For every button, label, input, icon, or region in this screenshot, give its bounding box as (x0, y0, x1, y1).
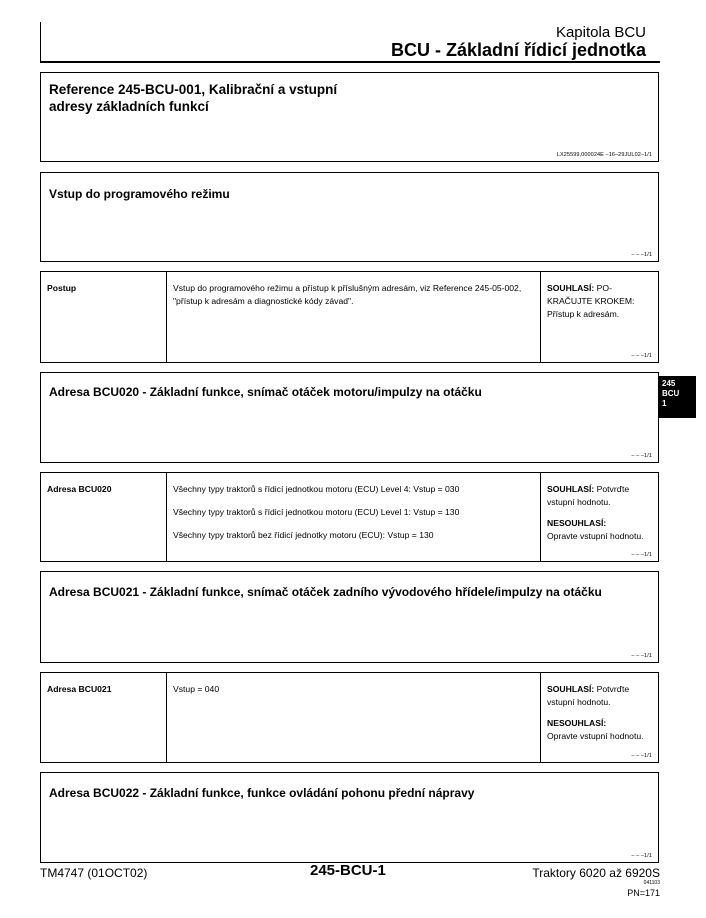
bcu020-result: SOUHLASÍ: Potvrďte vstupní hodnotu. NESOUHLASÍ: Opravte vstupní hodnotu. (547, 484, 644, 541)
program-mode-box (40, 172, 659, 262)
section-tab: 245 BCU 1 (658, 376, 696, 418)
header-left-rule (40, 22, 41, 62)
reference-code: LX25599,000024E –16–29JUL02–1/1 (556, 152, 652, 158)
bcu020-values: Všechny typy traktorů s řídicí jednotkou motoru (ECU) Level 4: Vstup = 030 Všechny typy traktorů s řídicí jednotkou motoru (ECU) Level 1: Vstup = 130 Všechny typy traktorů bez řídicí jednotky motoru (ECU): Vstup = 130 (167, 473, 541, 561)
program-mode-title: Vstup do programového režimu (49, 187, 230, 201)
bcu021-label: Adresa BCU021 (41, 673, 167, 762)
bcu020-label: Adresa BCU020 (41, 473, 167, 561)
ref-code: – – –1/1 (631, 853, 652, 859)
chapter-title: BCU - Základní řídicí jednotka (390, 40, 646, 60)
procedure-label: Postup (41, 272, 167, 362)
reference-title: Reference 245-BCU-001, Kalibrační a vstupní adresy základních funkcí (49, 82, 338, 114)
procedure-result: SOUHLASÍ: PO- KRAČUJTE KROKEM: Přístup k adresám. (547, 283, 635, 319)
procedure-table (40, 271, 659, 363)
footer-page-number: 245-BCU-1 (310, 862, 386, 879)
footer-model: Traktory 6020 až 6920S (532, 866, 660, 880)
procedure-text: Vstup do programového režimu a přístup k příslušným adresám, viz Reference 245-05-002, "přístup k adresám a diagnostické kódy závad". (167, 272, 541, 362)
bcu020-title: Adresa BCU020 - Základní funkce, snímač otáček motoru/impulzy na otáčku (49, 385, 482, 399)
reference-box (40, 72, 659, 162)
bcu022-title-box (40, 772, 659, 863)
bcu021-result: SOUHLASÍ: Potvrďte vstupní hodnotu. NESOUHLASÍ: Opravte vstupní hodnotu. (547, 684, 644, 741)
bcu021-values: Vstup = 040 (167, 673, 541, 762)
bcu021-title: Adresa BCU021 - Základní funkce, snímač otáček zadního vývodového hřídele/impulzy na otáčku (49, 585, 602, 599)
footer-date-code: 041103 (643, 880, 660, 886)
bcu021-table (40, 672, 659, 763)
ref-code: – – –1/1 (631, 252, 652, 258)
footer-pn: PN=171 (627, 888, 660, 898)
ref-code: – – –1/1 (631, 453, 652, 459)
ref-code: – – –1/1 (631, 552, 652, 558)
bcu022-title: Adresa BCU022 - Základní funkce, funkce ovládání pohonu přední nápravy (49, 786, 475, 800)
ref-code: – – –1/1 (631, 353, 652, 359)
bcu020-title-box (40, 372, 659, 463)
bcu021-title-box (40, 571, 659, 663)
header-rule (40, 61, 660, 63)
bcu020-table (40, 472, 659, 562)
ref-code: – – –1/1 (631, 653, 652, 659)
footer-manual-id: TM4747 (01OCT02) (40, 866, 148, 880)
ref-code: – – –1/1 (631, 753, 652, 759)
chapter-label: Kapitola BCU (555, 24, 646, 41)
